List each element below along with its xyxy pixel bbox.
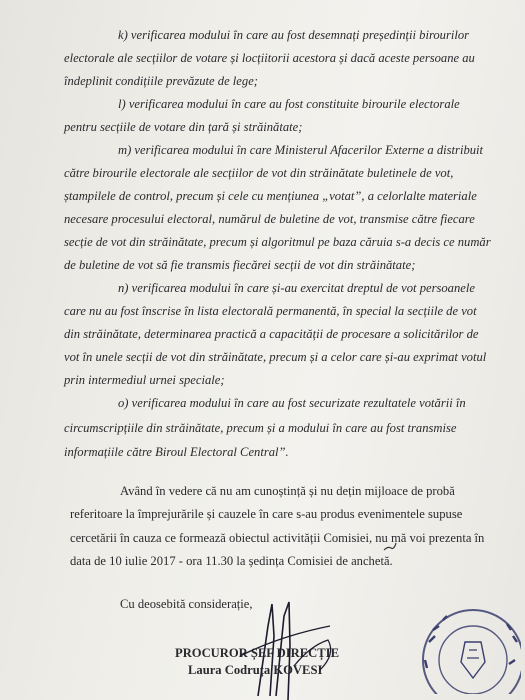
item-m-line-5: secție de vot din străinătate, precum și algoritmul pe baza căruia s-a decis ce număr bbox=[64, 235, 491, 249]
closing-line-1: Având în vedere că nu am cunoștință și nu dețin mijloace de probă bbox=[120, 484, 455, 498]
item-n-line-5: prin intermediul urnei speciale; bbox=[64, 373, 225, 387]
item-m-line-3: ștampilele de control, precum și cele cu mențiunea „votat”, a celorlalte materiale bbox=[64, 189, 477, 203]
item-n-line-2: care nu au fost înscrise în lista electorală permanentă, în special la secțiile de vot bbox=[64, 304, 477, 318]
item-k-line-2: electorale ale secțiilor de votare și locțiitorii acestora și dacă aceste persoane au bbox=[64, 51, 475, 65]
item-o-line-3: informațiile către Biroul Electoral Central”. bbox=[64, 445, 289, 459]
item-n-line-3: din străinătate, determinarea practică a capacității de procesare a solicitărilor de bbox=[64, 327, 479, 341]
pen-tick-mark bbox=[382, 540, 398, 554]
closing-line-2: referitoare la împrejurările și cauzele în care s-au produs evenimentele supuse bbox=[70, 507, 463, 521]
item-k-line-3: îndeplinit condițiile prevăzute de lege; bbox=[64, 74, 258, 88]
official-stamp bbox=[415, 602, 521, 694]
item-n-line-4: vot în unele secții de vot din străinătate, precum și a celor care și-au exprimat votul bbox=[64, 350, 487, 364]
signatory-name: Laura Codruța KOVESI bbox=[188, 663, 323, 677]
closing-line-3: cercetării în cauza ce formează obiectul activității Comisiei, nu mă voi prezenta în bbox=[70, 531, 485, 545]
closing-line-4: data de 10 iulie 2017 - ora 11.30 la ședința Comisiei de anchetă. bbox=[70, 554, 393, 568]
item-m-line-1: m) verificarea modului în care Ministerul Afacerilor Externe a distribuit bbox=[118, 143, 484, 157]
signatory-title: PROCUROR ȘEF DIRECȚIE bbox=[175, 646, 339, 660]
item-o-line-2: circumscripțiile din străinătate, precum și a modului în care au fost transmise bbox=[64, 421, 457, 435]
item-m-line-2: către birourile electorale ale secțiilor de vot din străinătate buletinele de vot, bbox=[64, 166, 454, 180]
item-l-line-2: pentru secțiile de votare din țară și străinătate; bbox=[64, 120, 303, 134]
item-m-line-6: de buletine de vot să fie transmis fiecărei secții de vot din străinătate; bbox=[64, 258, 416, 272]
handwritten-signature bbox=[210, 596, 350, 700]
item-l-line-1: l) verificarea modului în care au fost constituite birourile electorale bbox=[118, 97, 460, 111]
item-n-line-1: n) verificarea modului în care și-au exercitat dreptul de vot persoanele bbox=[118, 281, 475, 295]
item-m-line-4: necesare procesului electoral, numărul de buletine de vot, transmise către fiecare bbox=[64, 212, 475, 226]
item-k-line-1: k) verificarea modului în care au fost desemnați președinții birourilor bbox=[118, 28, 470, 42]
salutation: Cu deosebită considerație, bbox=[120, 597, 253, 611]
item-o-line-1: o) verificarea modului în care au fost securizate rezultatele votării în bbox=[118, 396, 466, 410]
